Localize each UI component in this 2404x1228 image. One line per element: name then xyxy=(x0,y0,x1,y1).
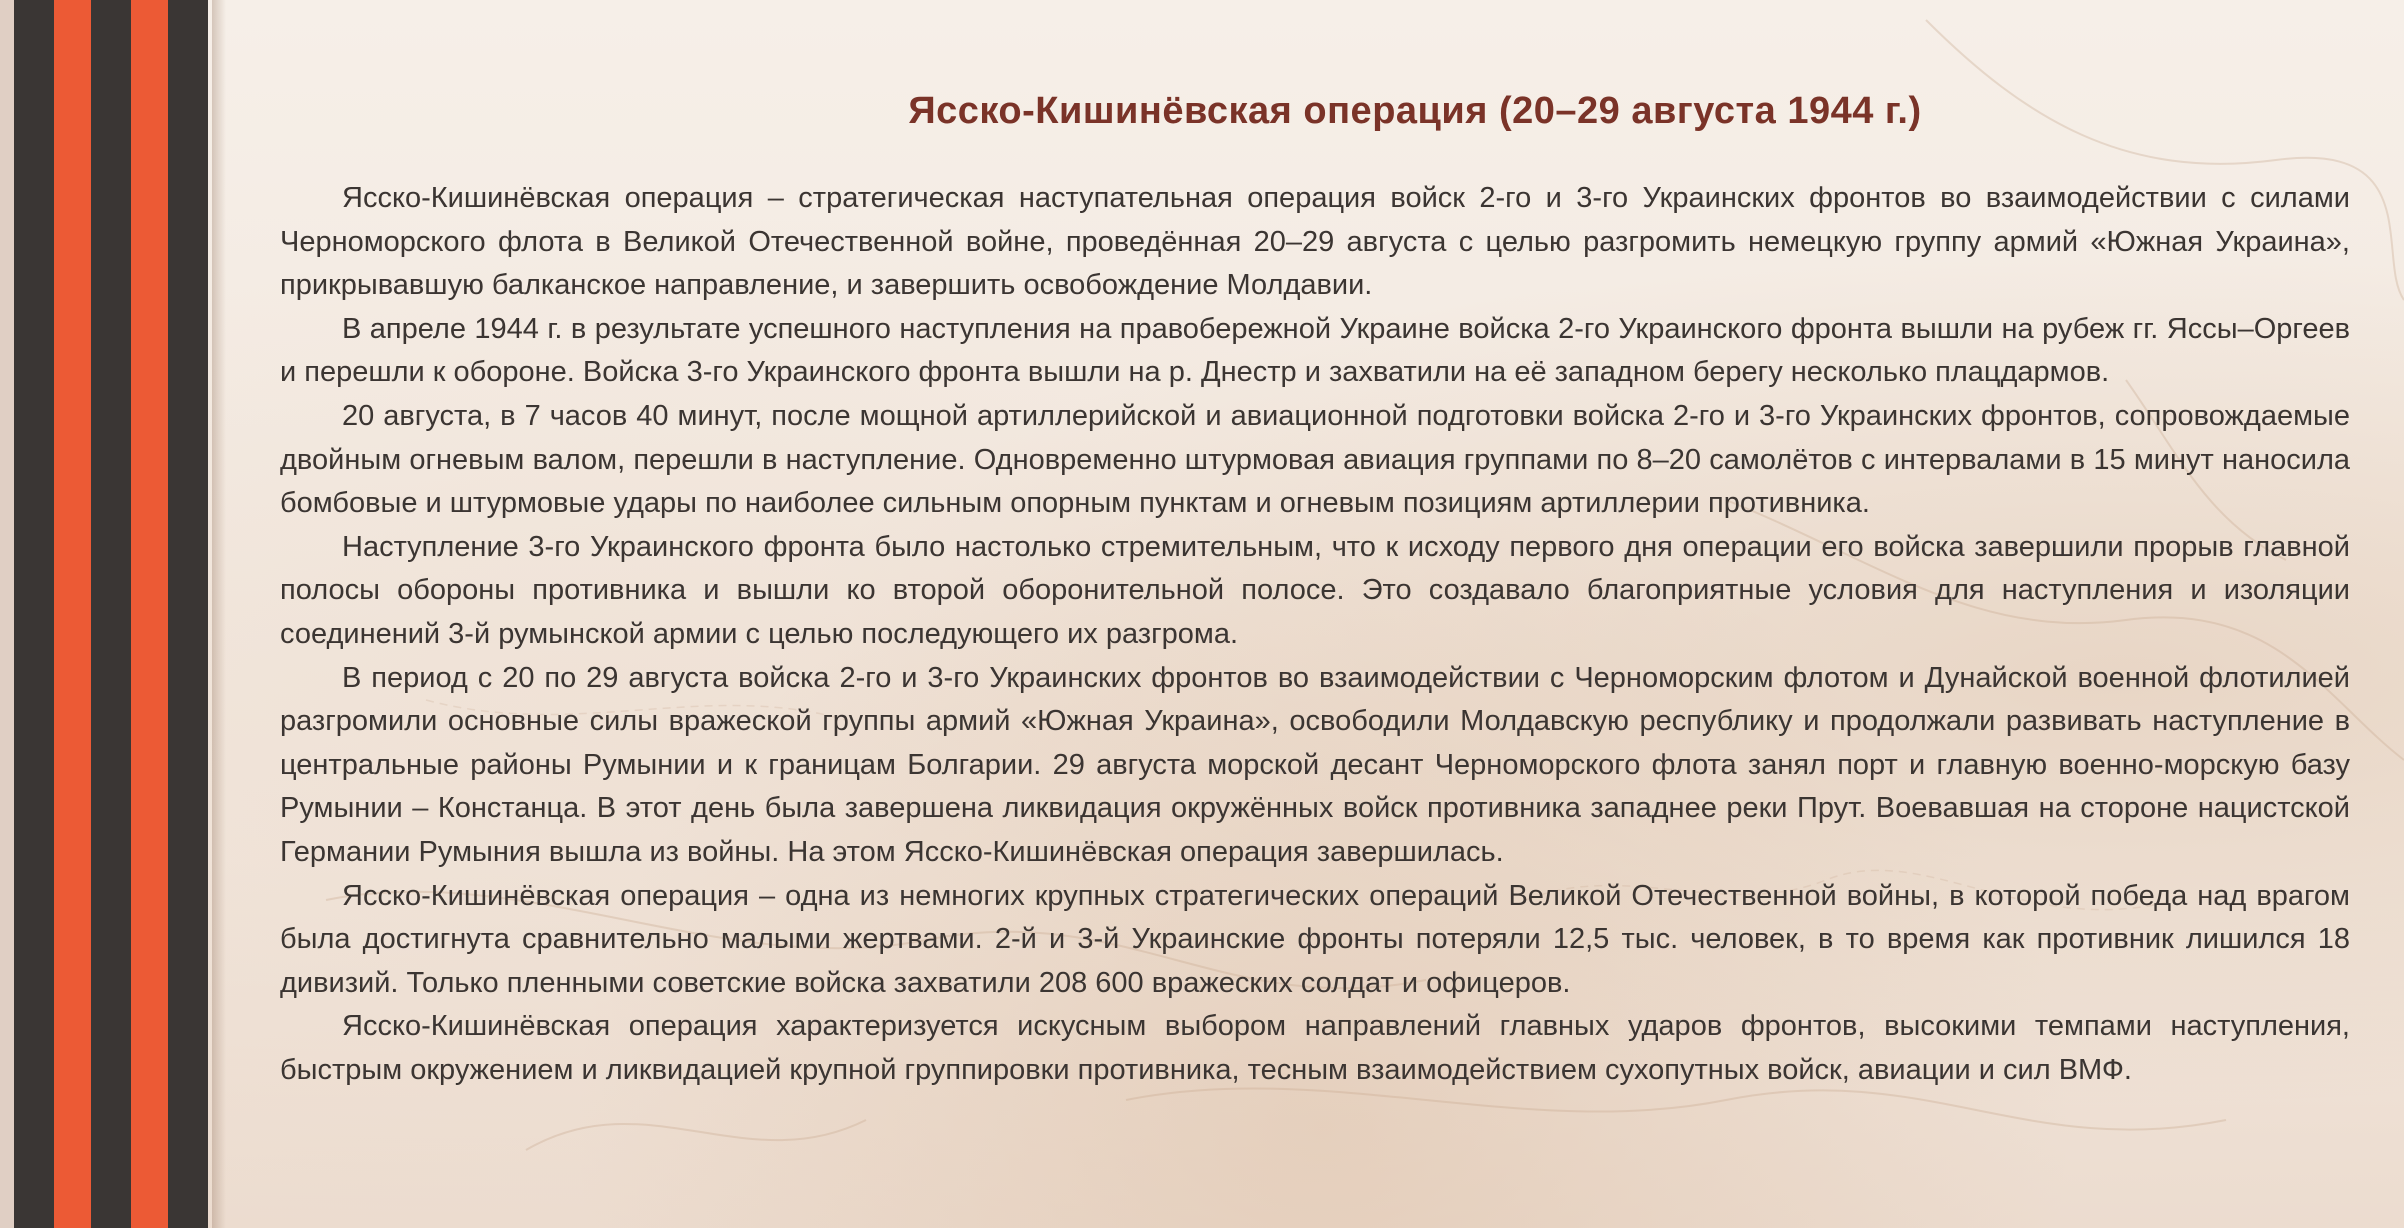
paragraph: 20 августа, в 7 часов 40 минут, после мощной артиллерийской и авиационной подготовки войска 2-го и 3-го Украинских фронтов, сопровождаемые двойным огневым валом, перешли в наступление. Одновременно штурмовая авиация группами по 8–20 самолётов с интервалами в 15 минут наносила бомбовые и штурмовые удары по наиболее сильным опорным пунктам и огневым позициям артиллерии противника. xyxy=(280,399,2350,520)
paragraph: В апреле 1944 г. в результате успешного наступления на правобережной Украине войска 2-го Украинского фронта вышли на рубеж гг. Яссы–Оргеев и перешли к обороне. Войска 3-го Украинского фронта вышли на р. Днестр и захватили на её западном берегу несколько плацдармов. xyxy=(280,312,2350,389)
ribbon-stripe-orange xyxy=(54,0,91,1228)
ribbon-stripe-black xyxy=(91,0,131,1228)
ribbon-shadow xyxy=(212,0,226,1228)
article xyxy=(280,90,2350,1092)
ribbon-stripe-black xyxy=(14,0,54,1228)
page-title: Ясско-Кишинёвская операция (20–29 августа 1944 г.) xyxy=(908,90,1922,132)
paragraph: Ясско-Кишинёвская операция – одна из немногих крупных стратегических операций Великой Отечественной войны, в которой победа над врагом была достигнута сравнительно малыми жертвами. 2-й и 3-й Украинские фронты потеряли 12,5 тыс. человек, в то время как противник лишился 18 дивизий. Только пленными советские войска захватили 208 600 вражеских солдат и офицеров. xyxy=(280,879,2350,999)
paragraph: Наступление 3-го Украинского фронта было настолько стремительным, что к исходу первого дня операции его войска завершили прорыв главной полосы обороны противника и вышли ко второй оборонительной полосе. Это создавало благоприятные условия для наступления и изоляции соединений 3-й румынской армии с целью последующего их разгрома. xyxy=(280,530,2350,650)
ribbon-edge xyxy=(0,0,14,1228)
ribbon-stripe-orange xyxy=(131,0,168,1228)
paragraph: Ясско-Кишинёвская операция – стратегическая наступательная операция войск 2-го и 3-го Украинских фронтов во взаимодействии с силами Черноморского флота в Великой Отечественной войне, проведённая 20–29 августа с целью разгромить немецкую группу армий «Южная Украина», прикрывавшую балканское направление, и завершить освобождение Молдавии. xyxy=(280,182,2350,302)
paragraph: В период с 20 по 29 августа войска 2-го и 3-го Украинских фронтов во взаимодействии с Черноморским флотом и Дунайской военной флотилией разгромили основные силы вражеской группы армий «Южная Украина», освободили Молдавскую республику и продолжали развивать наступление в центральные районы Румынии и к границам Болгарии. 29 августа морской десант Черноморского флота занял порт и главную военно-морскую базу Румынии – Констанца. В этот день была завершена ликвидация окружённых войск противника западнее реки Прут. Воевавшая на стороне нацистской Германии Румыния вышла из войны. На этом Ясско-Кишинёвская операция завершилась. xyxy=(280,661,2350,868)
ribbon-stripe-black xyxy=(168,0,208,1228)
paragraph: Ясско-Кишинёвская операция характеризуется искусным выбором направлений главных ударов фронтов, высокими темпами наступления, быстрым окружением и ликвидацией крупной группировки противника, тесным взаимодействием сухопутных войск, авиации и сил ВМФ. xyxy=(280,1010,2350,1086)
st-george-ribbon xyxy=(0,0,212,1228)
